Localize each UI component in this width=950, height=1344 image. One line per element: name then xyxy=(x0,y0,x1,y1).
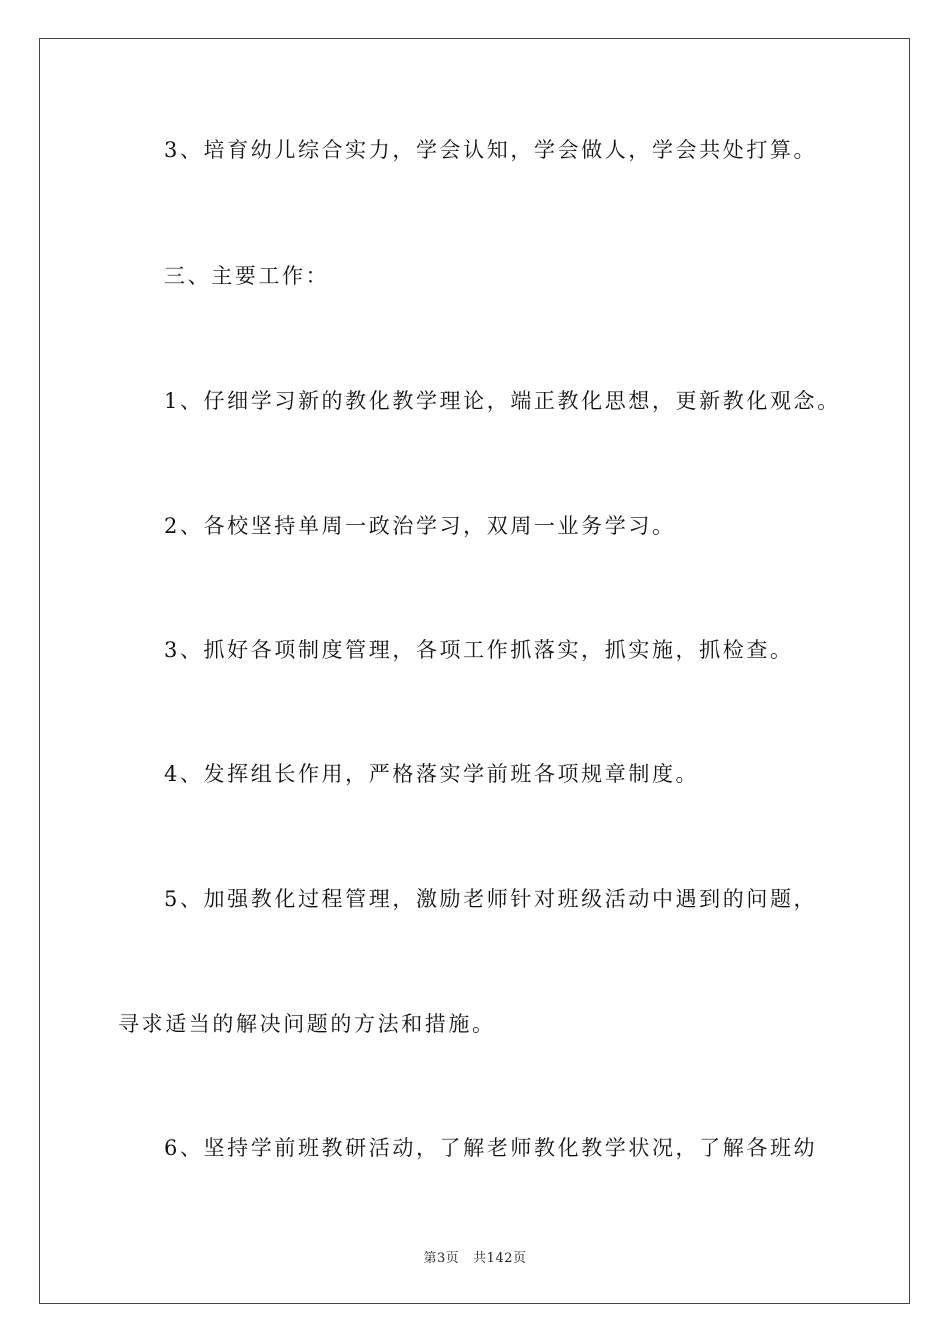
section-heading-main-work: 三、主要工作： xyxy=(164,264,330,288)
paragraph-line-6-continued: 寻求适当的解决问题的方法和措施。 xyxy=(118,1012,496,1036)
page-frame xyxy=(39,38,910,1304)
paragraph-line-1: 3、培育幼儿综合实力，学会认知，学会做人，学会共处打算。 xyxy=(164,138,818,162)
page-number-footer: 第3页 共142页 xyxy=(423,1251,527,1266)
paragraph-line-2: 1、仔细学习新的教化教学理论，端正教化思想，更新教化观念。 xyxy=(164,389,841,413)
paragraph-line-6: 5、加强教化过程管理，激励老师针对班级活动中遇到的问题， xyxy=(164,887,818,911)
paragraph-line-5: 4、发挥组长作用，严格落实学前班各项规章制度。 xyxy=(164,762,700,786)
paragraph-line-7: 6、坚持学前班教研活动，了解老师教化教学状况，了解各班幼 xyxy=(164,1136,818,1160)
paragraph-line-3: 2、各校坚持单周一政治学习，双周一业务学习。 xyxy=(164,514,676,538)
paragraph-line-4: 3、抓好各项制度管理，各项工作抓落实，抓实施，抓检查。 xyxy=(164,638,794,662)
